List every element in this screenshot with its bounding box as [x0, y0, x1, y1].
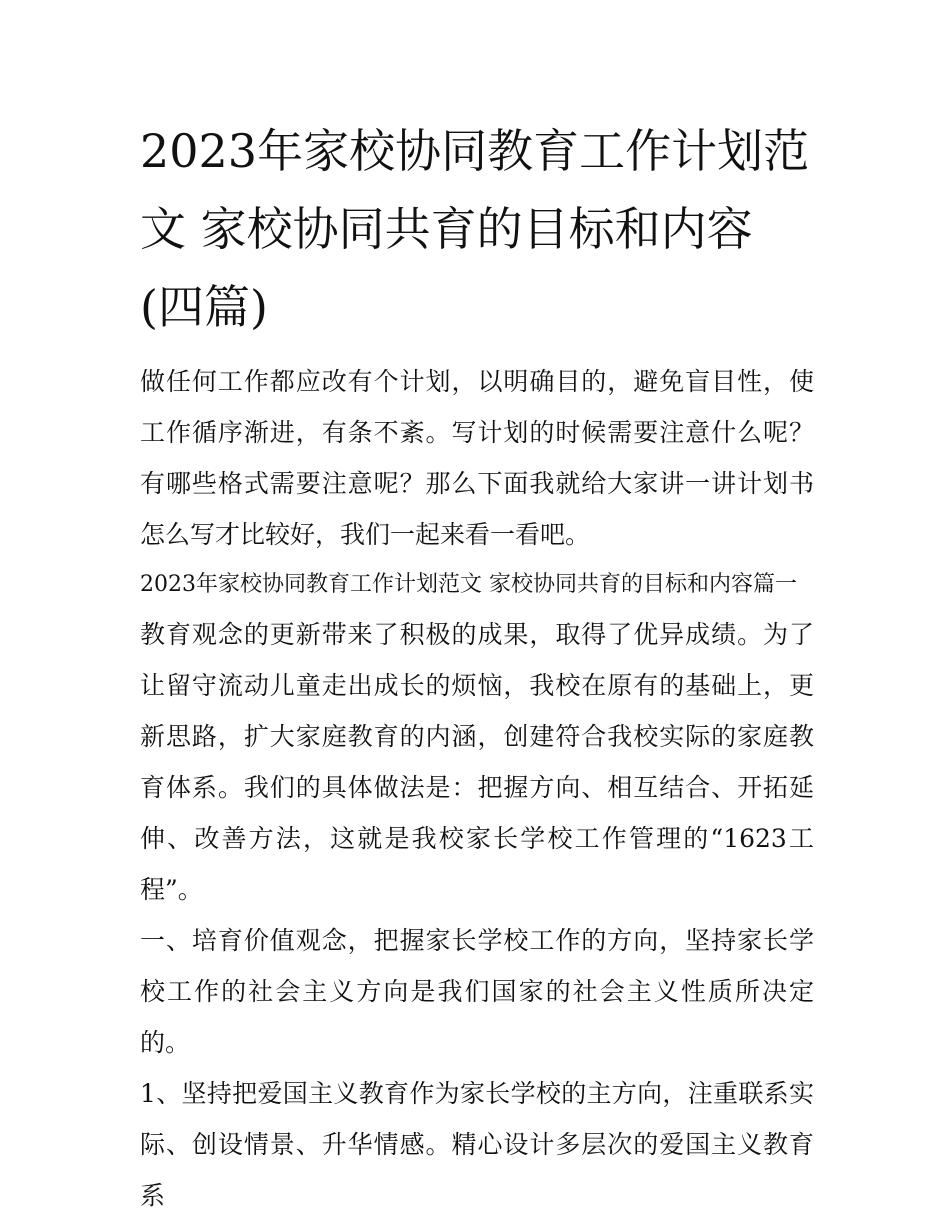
body-paragraph: 1、坚持把爱国主义教育作为家长学校的主方向，注重联系实际、创设情景、升华情感。精心设计多层次的爱国主义教育系 — [140, 1079, 814, 1210]
body-paragraph: 一、培育价值观念，把握家长学校工作的方向，坚持家长学校工作的社会主义方向是我们国家的社会主义性质所决定的。 — [140, 926, 814, 1057]
document-page — [140, 112, 814, 1221]
body-paragraph: 教育观念的更新带来了积极的成果，取得了优异成绩。为了让留守流动儿童走出成长的烦恼，我校在原有的基础上，更新思路，扩大家庭教育的内涵，创建符合我校实际的家庭教育体系。我们的具体做法是：把握方向、相互结合、开拓延伸、改善方法，这就是我校家长学校工作管理的“1623工程”。 — [140, 620, 814, 904]
section-heading: 2023年家校协同教育工作计划范文 家校协同共育的目标和内容篇一 — [140, 572, 797, 597]
intro-paragraph: 做任何工作都应改有个计划，以明确目的，避免盲目性，使工作循序渐进，有条不紊。写计划的时候需要注意什么呢？有哪些格式需要注意呢？那么下面我就给大家讲一讲计划书怎么写才比较好，我们一起来看一看吧。 — [140, 367, 814, 549]
document-title: 2023年家校协同教育工作计划范文 家校协同共育的目标和内容(四篇) — [140, 124, 810, 334]
